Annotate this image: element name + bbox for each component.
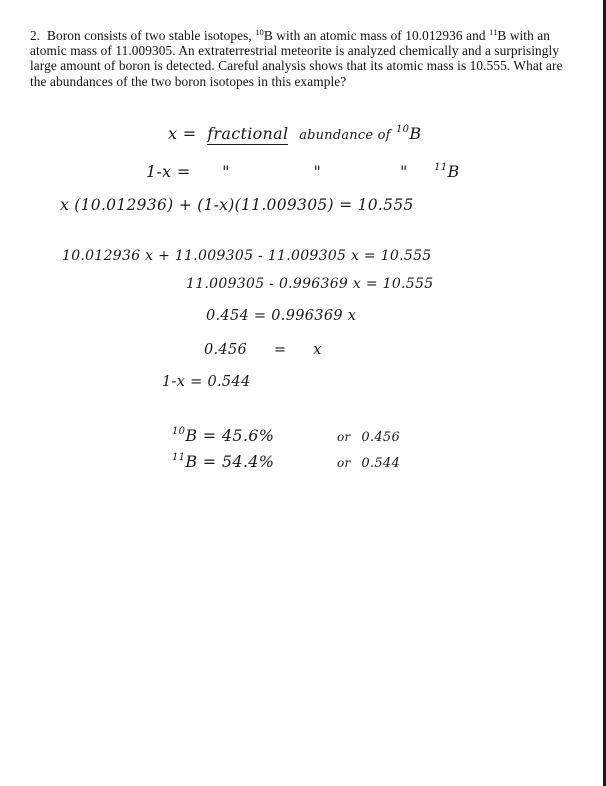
isotope-11-superscript: 11 — [489, 27, 498, 37]
answer-boron-10-fraction: 0.456 — [361, 430, 401, 445]
answer-boron-10 — [172, 426, 400, 445]
equation-step-4: 0.454 = 0.996369 x — [206, 308, 357, 324]
answer-boron-10-isotope: 10 — [172, 426, 186, 437]
answer-boron-10-percent: = 45.6% — [202, 426, 275, 445]
definition-x-lhs: x = — [168, 124, 197, 143]
problem-text-part-1: Boron consists of two stable isotopes, — [47, 28, 256, 43]
definition-x — [168, 124, 421, 143]
ditto-mark-3: " — [399, 162, 408, 181]
answer-boron-10-element: B — [185, 426, 198, 445]
problem-text-part-3: B with an atomic mass of 11.009305. An extraterrestrial meteorite is analyzed chemically and a surprisingly large amount of boron is detected. Careful analysis shows that its atomic mass is 10.555. What are the abundances of the two boron isotopes in this example? — [30, 28, 563, 89]
answer-boron-11-or: or — [336, 456, 351, 470]
answer-boron-10-or: or — [336, 430, 351, 444]
problem-number: 2. — [30, 28, 41, 43]
equation-step-5: 0.456 = x — [204, 342, 322, 358]
equation-step-2: 10.012936 x + 11.009305 - 11.009305 x = 10.555 — [62, 248, 432, 264]
answer-boron-11 — [172, 452, 400, 471]
equation-step-1: x (10.012936) + (1-x)(11.009305) = 10.555 — [60, 196, 414, 214]
definition-x-rest: abundance of — [299, 128, 391, 143]
definition-one-minus-x — [146, 162, 460, 181]
equation-step-6: 1-x = 0.544 — [162, 374, 251, 390]
ditto-mark-1: " — [222, 162, 230, 181]
answer-boron-11-element: B — [185, 452, 198, 471]
ditto-mark-2: " — [313, 162, 322, 181]
definition-x-isotope: 10 — [396, 124, 410, 135]
answer-boron-11-isotope: 11 — [172, 452, 186, 463]
problem-statement — [30, 28, 570, 89]
definition-x-element: B — [409, 124, 422, 143]
answer-boron-11-fraction: 0.544 — [361, 456, 401, 471]
definition-one-minus-x-lhs: 1-x = — [146, 162, 191, 181]
problem-text-part-2: B with an atomic mass of 10.012936 and — [263, 28, 490, 43]
definition-one-minus-x-isotope: 11 — [434, 162, 448, 173]
equation-step-3: 11.009305 - 0.996369 x = 10.555 — [186, 276, 434, 292]
isotope-10-superscript: 10 — [255, 27, 264, 37]
answer-boron-11-percent: = 54.4% — [202, 452, 275, 471]
definition-x-fractional: fractional — [207, 124, 289, 143]
definition-one-minus-x-element: B — [447, 162, 460, 181]
